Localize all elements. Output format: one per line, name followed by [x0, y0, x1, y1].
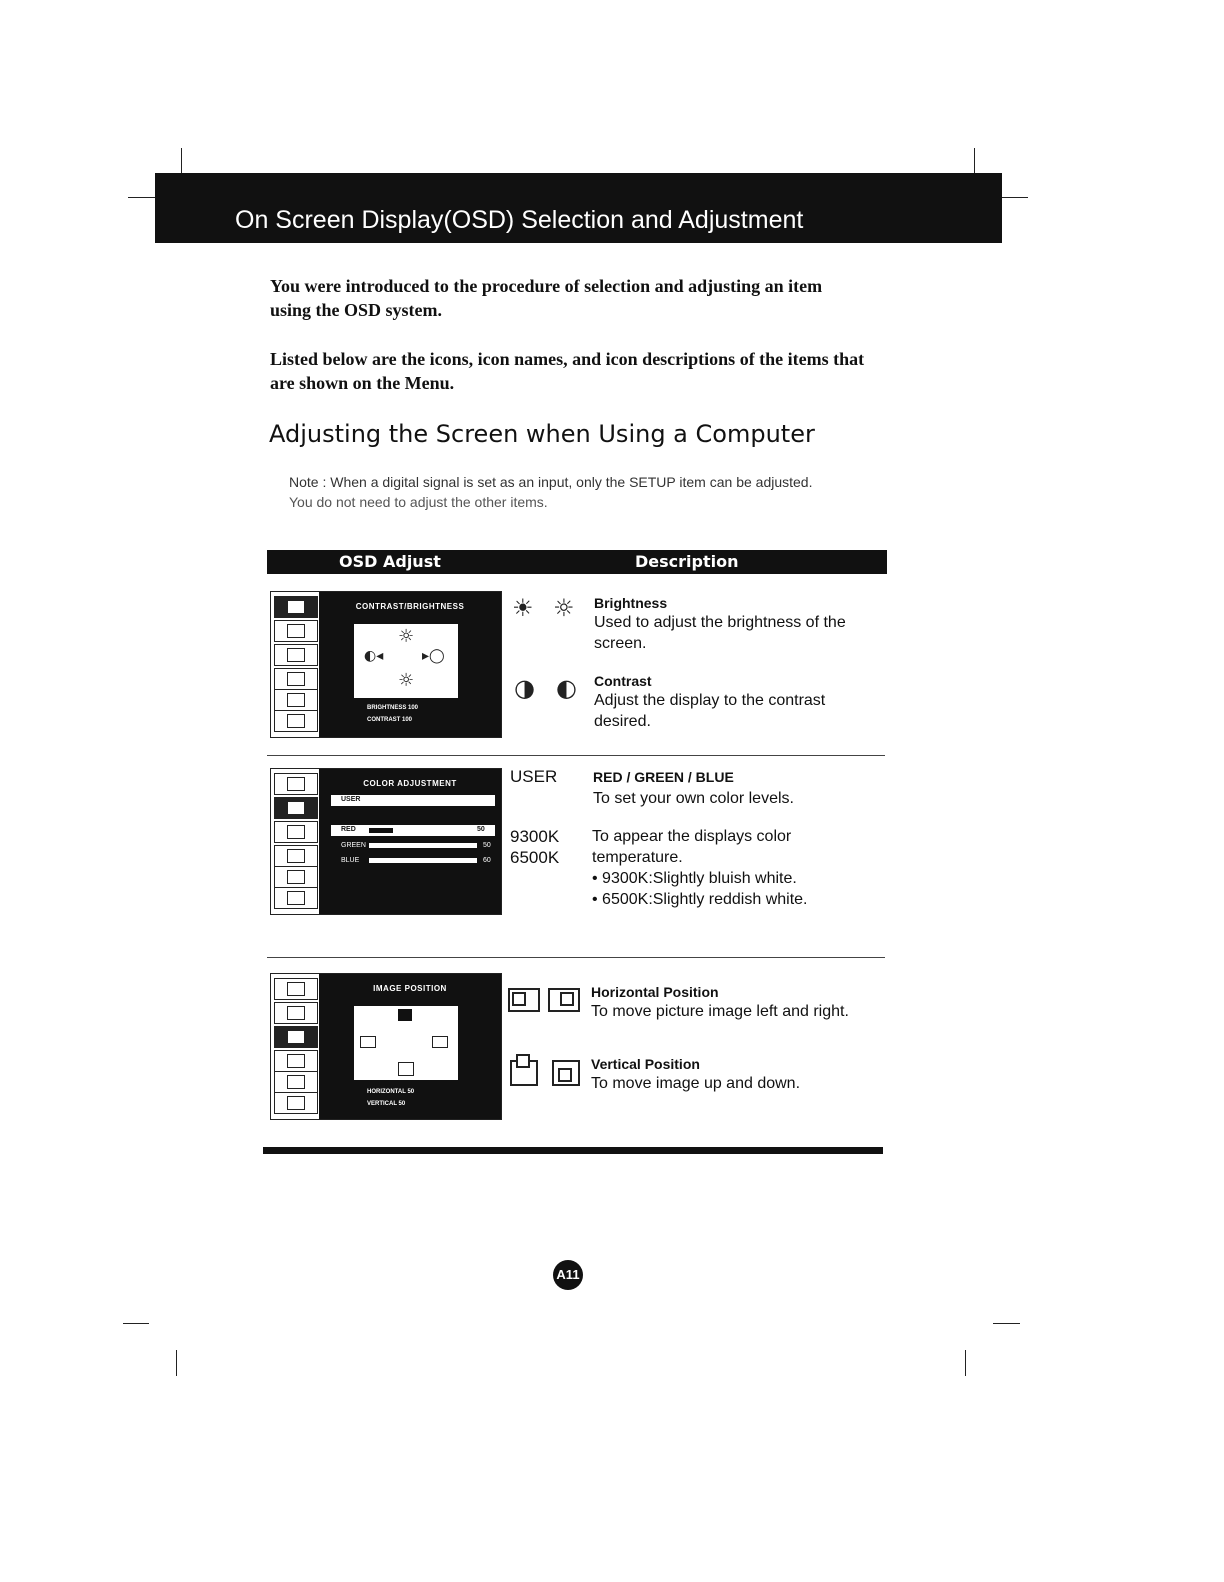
exit-menu-icon [274, 710, 318, 732]
osd-user-label: USER [341, 796, 361, 803]
brightness-sun-icon: ☼ [398, 626, 415, 647]
page-number-badge: A11 [553, 1260, 583, 1290]
osd-main-area [319, 974, 501, 1119]
intro-paragraph-2 [270, 347, 910, 395]
horizontal-left-icon [508, 988, 540, 1012]
header-banner [155, 173, 1002, 243]
rgb-glyph-icon [287, 801, 305, 815]
green-level-bar [369, 843, 477, 848]
brightness-high-icon: ☀ [512, 594, 534, 622]
rgb-heading: RED / GREEN / BLUE [593, 769, 734, 785]
contrast-high-icon: ◐ [556, 674, 577, 702]
red-level-bar [369, 828, 393, 833]
contrast-left-icon: ◐◂ [364, 648, 384, 664]
position-glyph-icon [287, 1030, 305, 1044]
horizontal-position-description: To move picture image left and right. [591, 1003, 849, 1020]
setup-glyph-icon [287, 870, 305, 884]
crop-mark [974, 148, 975, 174]
intro-line: You were introduced to the procedure of selection and adjusting an item [270, 276, 823, 296]
contrast-line: desired. [594, 713, 651, 730]
horizontal-left-inner-icon [512, 992, 526, 1006]
osd-red-row [331, 825, 495, 836]
picture-glyph-icon [287, 982, 305, 996]
horizontal-right-icon [548, 988, 580, 1012]
osd-brightness-value: BRIGHTNESS 100 [367, 705, 419, 711]
setup-glyph-icon [287, 1075, 305, 1089]
temperature-line: To appear the displays color [592, 828, 792, 845]
vertical-up-inner-icon [516, 1054, 530, 1068]
vertical-position-heading: Vertical Position [591, 1056, 700, 1072]
vertical-up-icon [510, 1060, 538, 1086]
crop-mark [128, 197, 155, 198]
brightness-heading: Brightness [594, 595, 668, 611]
position-glyph-icon [287, 648, 305, 662]
rgb-description: To set your own color levels. [593, 790, 794, 807]
osd-title: IMAGE POSITION [373, 984, 447, 993]
osd-image-position-screenshot [270, 973, 502, 1120]
osd-contrast-value: CONTRAST 100 [367, 717, 413, 723]
rgb-glyph-icon [287, 624, 305, 638]
crop-mark [993, 1323, 1020, 1324]
osd-color-adjustment-screenshot [270, 768, 502, 915]
osd-red-label: RED [341, 826, 356, 833]
position-glyph-icon [287, 825, 305, 839]
table-bottom-rule [263, 1147, 883, 1154]
setup-menu-icon [274, 866, 318, 888]
osd-side-menu [271, 592, 319, 737]
vertical-down-icon [552, 1060, 580, 1086]
temperature-line: temperature. [592, 849, 683, 866]
color-temperature-description [592, 826, 808, 910]
rgb-glyph-icon [287, 1006, 305, 1020]
picture-menu-icon [274, 596, 318, 618]
contrast-heading: Contrast [594, 673, 652, 689]
osd-side-menu [271, 974, 319, 1119]
osd-blue-value: 60 [483, 857, 491, 864]
osd-main-area [319, 592, 501, 737]
osd-red-value: 50 [477, 826, 485, 833]
color-menu-icon [274, 620, 318, 642]
position-down-icon [398, 1062, 414, 1076]
contrast-right-icon: ▸◯ [422, 648, 445, 664]
osd-title: COLOR ADJUSTMENT [363, 779, 457, 788]
tracking-glyph-icon [287, 1054, 305, 1068]
exit-glyph-icon [287, 891, 305, 905]
table-header [267, 550, 887, 574]
note [289, 472, 899, 512]
contrast-low-icon: ◑ [514, 674, 535, 702]
brightness-line: screen. [594, 635, 647, 652]
crop-mark [1002, 197, 1028, 198]
column-header-description: Description [635, 552, 739, 571]
temperature-bullet: • 6500K:Slightly reddish white. [592, 891, 808, 908]
picture-menu-icon [274, 773, 318, 795]
color-menu-icon [274, 797, 318, 819]
osd-adjust-panel [354, 624, 458, 698]
user-mode-label: USER [510, 767, 558, 786]
osd-green-label: GREEN [341, 842, 366, 849]
position-right-icon [432, 1036, 448, 1048]
note-line: You do not need to adjust the other items. [289, 494, 548, 510]
tracking-menu-icon [274, 668, 318, 690]
intro-paragraph-1 [270, 274, 910, 322]
vertical-down-inner-icon [558, 1068, 572, 1082]
osd-user-row [331, 795, 495, 806]
osd-position-panel [354, 1006, 458, 1080]
temperature-bullet: • 9300K:Slightly bluish white. [592, 870, 797, 887]
osd-side-menu [271, 769, 319, 914]
position-menu-icon [274, 1026, 318, 1048]
intro-line: are shown on the Menu. [270, 373, 455, 393]
osd-title: CONTRAST/BRIGHTNESS [355, 602, 465, 611]
column-header-osd-adjust: OSD Adjust [339, 552, 441, 571]
horizontal-position-heading: Horizontal Position [591, 984, 719, 1000]
picture-glyph-icon [287, 777, 305, 791]
crop-mark [965, 1350, 966, 1376]
osd-vertical-value: VERTICAL 50 [367, 1101, 406, 1107]
picture-menu-icon [274, 978, 318, 1000]
code-9300k: 9300K [510, 827, 560, 846]
color-menu-icon [274, 1002, 318, 1024]
section-title: Adjusting the Screen when Using a Computer [269, 420, 815, 448]
position-left-icon [360, 1036, 376, 1048]
row-divider [267, 957, 885, 958]
intro-line: using the OSD system. [270, 300, 443, 320]
intro-line: Listed below are the icons, icon names, and icon descriptions of the items that [270, 349, 865, 369]
tracking-glyph-icon [287, 849, 305, 863]
position-up-icon [398, 1009, 412, 1021]
setup-menu-icon [274, 1071, 318, 1093]
setup-glyph-icon [287, 693, 305, 707]
position-menu-icon [274, 644, 318, 666]
brightness-low-icon: ☼ [398, 670, 415, 691]
osd-main-area [319, 769, 501, 914]
brightness-line: Used to adjust the brightness of the [594, 614, 846, 631]
crop-mark [123, 1323, 149, 1324]
picture-glyph-icon [287, 600, 305, 614]
exit-menu-icon [274, 887, 318, 909]
osd-horizontal-value: HORIZONTAL 50 [367, 1089, 415, 1095]
row-divider [267, 755, 885, 756]
tracking-menu-icon [274, 1050, 318, 1072]
brightness-description [594, 612, 846, 654]
tracking-glyph-icon [287, 672, 305, 686]
crop-mark [176, 1350, 177, 1376]
osd-blue-label: BLUE [341, 857, 360, 864]
tracking-menu-icon [274, 845, 318, 867]
vertical-position-description: To move image up and down. [591, 1075, 801, 1092]
note-line: Note : When a digital signal is set as an input, only the SETUP item can be adjusted. [289, 474, 813, 490]
exit-menu-icon [274, 1092, 318, 1114]
osd-contrast-brightness-screenshot [270, 591, 502, 738]
code-6500k: 6500K [510, 848, 560, 867]
crop-mark [181, 148, 182, 174]
brightness-low-icon: ☼ [553, 594, 575, 622]
exit-glyph-icon [287, 1096, 305, 1110]
osd-green-value: 50 [483, 842, 491, 849]
blue-level-bar [369, 858, 477, 863]
exit-glyph-icon [287, 714, 305, 728]
page-title: On Screen Display(OSD) Selection and Adjustment [235, 206, 804, 234]
position-menu-icon [274, 821, 318, 843]
setup-menu-icon [274, 689, 318, 711]
contrast-description [594, 690, 825, 732]
contrast-line: Adjust the display to the contrast [594, 692, 826, 709]
horizontal-right-inner-icon [560, 992, 574, 1006]
